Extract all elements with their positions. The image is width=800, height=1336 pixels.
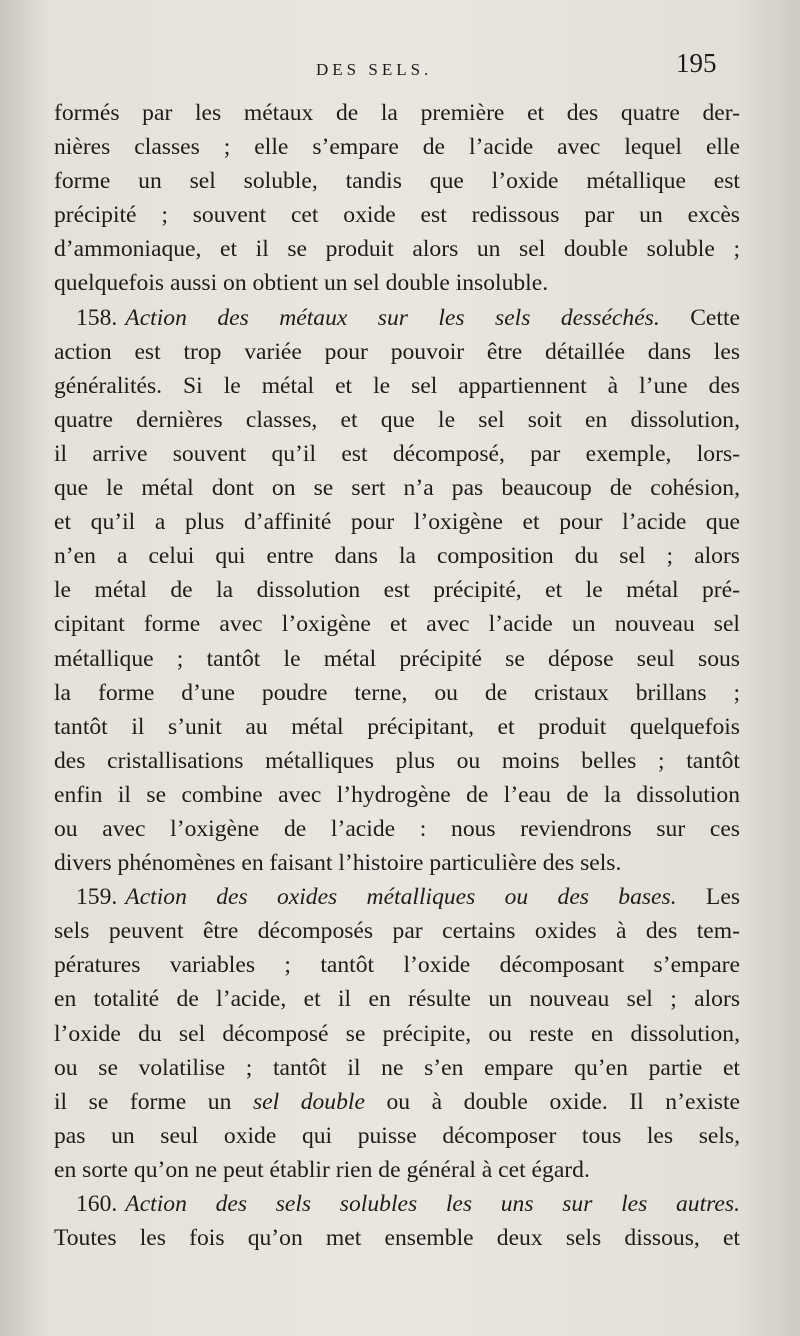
text-line: précipité ; souvent cet oxide est redissous par un excès [54,202,740,229]
text-line: et qu’il a plus d’affinité pour l’oxigène et pour l’acide que [54,509,740,536]
page-number: 195 [676,48,717,78]
section-number: 160. [76,1191,118,1217]
text-line: que le métal dont on se sert n’a pas beaucoup de cohésion, [54,475,740,502]
section-text: Cette [659,304,740,331]
text-line: le métal de la dissolution est précipité, et le métal pré- [54,577,740,604]
section-number: 158. [76,304,118,331]
text-line: en sorte qu’on ne peut établir rien de général à cet égard. [54,1156,590,1183]
text-line: Toutes les fois qu’on met ensemble deux sels dissous, et [54,1225,740,1252]
text-line: enfin il se combine avec l’hydrogène de l’eau de la dissolution [54,781,740,808]
text-line: en totalité de l’acide, et il en résulte un nouveau sel ; alors [54,986,740,1013]
text-line: ou avec l’oxigène de l’acide : nous reviendrons sur ces [54,815,740,842]
line-text: il se forme un [54,1088,253,1115]
text-line: des cristallisations métalliques plus ou moins belles ; tantôt [54,747,740,774]
section-number: 159. [76,884,118,911]
text-line: la forme d’une poudre terne, ou de cristaux brillans ; [54,679,740,706]
text-line: ou se volatilise ; tantôt il ne s’en empare qu’en partie et [54,1054,740,1081]
section-heading-line [54,880,740,914]
section-text: Les [676,884,740,911]
running-head: DES SELS. [316,60,433,79]
text-line: cipitant forme avec l’oxigène et avec l’acide un nouveau sel [54,611,740,638]
page-header [0,48,800,88]
section-heading-line [54,1187,740,1221]
text-line: d’ammoniaque, et il se produit alors un sel double soluble ; [54,236,740,263]
text-line: il arrive souvent qu’il est décomposé, par exemple, lors- [54,440,740,467]
text-line: tantôt il s’unit au métal précipitant, et produit quelquefois [54,713,740,740]
line-text: ou à double oxide. Il n’existe [364,1088,740,1115]
text-line: sels peuvent être décomposés par certains oxides à des tem- [54,918,740,945]
text-line [54,1085,740,1119]
section-title: Action des métaux sur les sels desséchés. [125,304,660,331]
text-line: forme un sel soluble, tandis que l’oxide métallique est [54,168,740,195]
text-line: action est trop variée pour pouvoir être détaillée dans les [54,338,740,365]
section-heading-line [54,301,740,335]
text-line: formés par les métaux de la première et des quatre der- [54,100,740,126]
text-line: nières classes ; elle s’empare de l’acide avec lequel elle [54,134,740,161]
body-text [54,96,740,1255]
text-line: pératures variables ; tantôt l’oxide décomposant s’empare [54,952,740,979]
text-line: métallique ; tantôt le métal précipité se dépose seul sous [54,645,740,672]
text-line: pas un seul oxide qui puisse décomposer tous les sels, [54,1122,740,1149]
section-title: Action des oxides métalliques ou des bases. [125,884,677,911]
text-line: l’oxide du sel décomposé se précipite, ou reste en dissolution, [54,1020,740,1047]
text-line: quelquefois aussi on obtient un sel double insoluble. [54,270,549,297]
text-line: généralités. Si le métal et le sel appartiennent à l’une des [54,372,740,399]
text-line: quatre dernières classes, et que le sel soit en dissolution, [54,406,740,433]
text-line: divers phénomènes en faisant l’histoire particulière des sels. [54,850,622,877]
text-line: n’en a celui qui entre dans la composition du sel ; alors [54,543,740,570]
section-title: Action des sels solubles les uns sur les autres. [125,1191,740,1217]
italic-term: sel double [252,1088,365,1115]
